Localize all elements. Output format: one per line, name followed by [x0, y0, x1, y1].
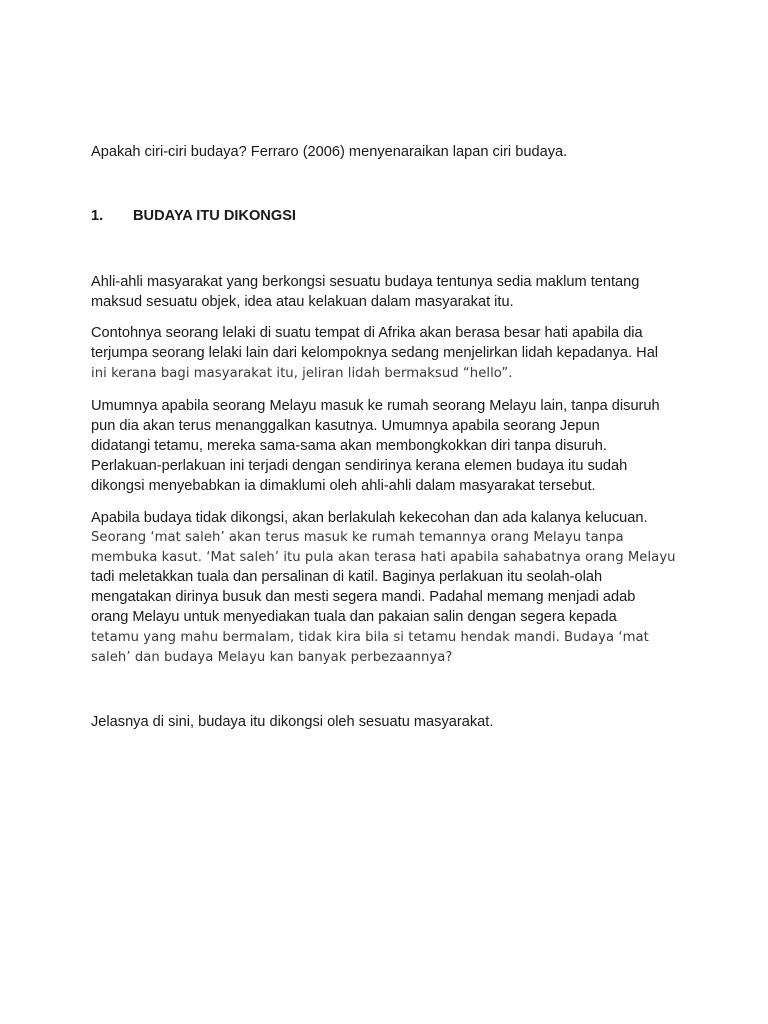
paragraph-1-line-1: Ahli-ahli masyarakat yang berkongsi sesuatu budaya tentunya sedia maklum tentang: [91, 274, 640, 290]
paragraph-3-line-4: Perlakuan-perlakuan ini terjadi dengan sendirinya kerana elemen budaya itu sudah: [91, 458, 628, 474]
paragraph-3-line-3: didatangi tetamu, mereka sama-sama akan membongkokkan diri tanpa disuruh.: [91, 438, 607, 454]
conclusion-text: Jelasnya di sini, budaya itu dikongsi oleh sesuatu masyarakat.: [91, 714, 494, 730]
paragraph-4-line-6: orang Melayu untuk menyediakan tuala dan pakaian salin dengan segera kepada: [91, 609, 617, 625]
paragraph-2-line-3: ini kerana bagi masyarakat itu, jeliran lidah bermaksud “hello”.: [91, 366, 513, 381]
intro-text: Apakah ciri-ciri budaya? Ferraro (2006) menyenaraikan lapan ciri budaya.: [91, 144, 568, 160]
section-title: BUDAYA ITU DIKONGSI: [133, 208, 296, 224]
paragraph-4-line-5: mengatakan dirinya busuk dan mesti segera mandi. Padahal memang menjadi adab: [91, 589, 636, 605]
paragraph-4-line-2: Seorang ‘mat saleh’ akan terus masuk ke rumah temannya orang Melayu tanpa: [91, 530, 624, 545]
paragraph-2-line-1: Contohnya seorang lelaki di suatu tempat di Afrika akan berasa besar hati apabila dia: [91, 325, 643, 341]
section-number: 1.: [91, 208, 104, 224]
paragraph-2-line-2: terjumpa seorang lelaki lain dari kelompoknya sedang menjelirkan lidah kepadanya. Hal: [91, 345, 659, 361]
paragraph-4-line-7: tetamu yang mahu bermalam, tidak kira bila si tetamu hendak mandi. Budaya ‘mat: [91, 630, 649, 645]
document-page: [91, 0, 691, 1024]
paragraph-1-line-2: maksud sesuatu objek, idea atau kelakuan dalam masyarakat itu.: [91, 294, 514, 310]
section-heading: [91, 206, 296, 226]
paragraph-4-line-3: membuka kasut. ‘Mat saleh’ itu pula akan terasa hati apabila sahabatnya orang Melayu: [91, 550, 676, 565]
paragraph-3-line-5: dikongsi menyebabkan ia dimaklumi oleh ahli-ahli dalam masyarakat tersebut.: [91, 478, 596, 494]
paragraph-4-line-8: saleh’ dan budaya Melayu kan banyak perbezaannya?: [91, 650, 453, 665]
paragraph-4-line-1: Apabila budaya tidak dikongsi, akan berlakulah kekecohan dan ada kalanya kelucuan.: [91, 510, 648, 526]
paragraph-3-line-2: pun dia akan terus menanggalkan kasutnya. Umumnya apabila seorang Jepun: [91, 418, 600, 434]
paragraph-4-line-4: tadi meletakkan tuala dan persalinan di katil. Baginya perlakuan itu seolah-olah: [91, 569, 603, 585]
paragraph-3-line-1: Umumnya apabila seorang Melayu masuk ke rumah seorang Melayu lain, tanpa disuruh: [91, 398, 660, 414]
